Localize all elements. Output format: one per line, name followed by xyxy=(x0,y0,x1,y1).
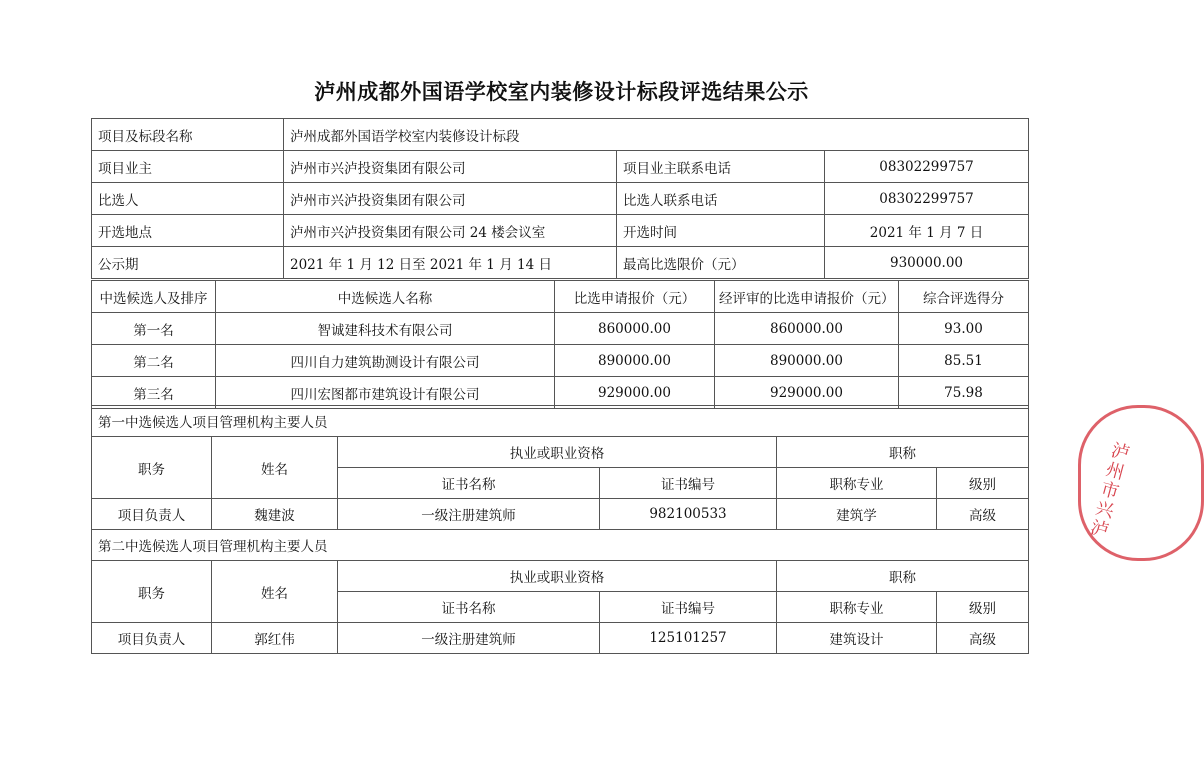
header-rank: 中选候选人及排序 xyxy=(92,281,216,313)
candidate-name: 四川宏图都市建筑设计有限公司 xyxy=(216,377,555,409)
header-title-major: 职称专业 xyxy=(777,468,937,499)
project-value: 泸州成都外国语学校室内装修设计标段 xyxy=(284,119,1029,151)
candidate-score: 93.00 xyxy=(899,313,1029,345)
candidate-rank: 第一名 xyxy=(92,313,216,345)
table-row xyxy=(92,499,1029,530)
period-label: 公示期 xyxy=(92,247,284,279)
header-qualification: 执业或职业资格 xyxy=(338,561,777,592)
personnel-table xyxy=(91,405,1029,654)
location-row xyxy=(92,215,1029,247)
header-price: 比选申请报价（元） xyxy=(555,281,715,313)
person-level: 高级 xyxy=(937,499,1029,530)
header-level: 级别 xyxy=(937,468,1029,499)
owner-row xyxy=(92,151,1029,183)
owner-phone-value: 08302299757 xyxy=(825,151,1029,183)
project-row xyxy=(92,119,1029,151)
header-cert-name: 证书名称 xyxy=(338,592,600,623)
official-seal-text: 泸州市兴泸 xyxy=(1085,439,1132,542)
table-row xyxy=(92,313,1029,345)
header-cert-no: 证书编号 xyxy=(600,468,777,499)
selector-label: 比选人 xyxy=(92,183,284,215)
person-position: 项目负责人 xyxy=(92,499,212,530)
person-position: 项目负责人 xyxy=(92,623,212,654)
candidate-price: 860000.00 xyxy=(555,313,715,345)
candidate-reviewed-price: 860000.00 xyxy=(715,313,899,345)
candidate-rank: 第三名 xyxy=(92,377,216,409)
owner-label: 项目业主 xyxy=(92,151,284,183)
candidate-price: 890000.00 xyxy=(555,345,715,377)
person-level: 高级 xyxy=(937,623,1029,654)
header-candidate-name: 中选候选人名称 xyxy=(216,281,555,313)
person-cert-name: 一级注册建筑师 xyxy=(338,623,600,654)
person-name: 郭红伟 xyxy=(212,623,338,654)
header-title: 职称 xyxy=(777,437,1029,468)
person-name: 魏建波 xyxy=(212,499,338,530)
candidates-header-row xyxy=(92,281,1029,313)
person-title-major: 建筑学 xyxy=(777,499,937,530)
candidate-name: 四川自力建筑勘测设计有限公司 xyxy=(216,345,555,377)
candidate-price: 929000.00 xyxy=(555,377,715,409)
page-title: 泸州成都外国语学校室内装修设计标段评选结果公示 xyxy=(314,80,809,104)
candidate-score: 75.98 xyxy=(899,377,1029,409)
second-personnel-header-row xyxy=(92,561,1029,592)
time-label: 开选时间 xyxy=(617,215,825,247)
header-title: 职称 xyxy=(777,561,1029,592)
period-row xyxy=(92,247,1029,279)
second-personnel-heading-row xyxy=(92,530,1029,561)
candidate-name: 智诚建科技术有限公司 xyxy=(216,313,555,345)
candidate-rank: 第二名 xyxy=(92,345,216,377)
header-qualification: 执业或职业资格 xyxy=(338,437,777,468)
max-price-label: 最高比选限价（元） xyxy=(617,247,825,279)
header-title-major: 职称专业 xyxy=(777,592,937,623)
person-cert-name: 一级注册建筑师 xyxy=(338,499,600,530)
header-level: 级别 xyxy=(937,592,1029,623)
location-value: 泸州市兴泸投资集团有限公司 24 楼会议室 xyxy=(284,215,617,247)
candidates-table xyxy=(91,280,1029,409)
candidate-reviewed-price: 890000.00 xyxy=(715,345,899,377)
person-cert-no: 982100533 xyxy=(600,499,777,530)
project-info-table xyxy=(91,118,1029,279)
location-label: 开选地点 xyxy=(92,215,284,247)
header-score: 综合评选得分 xyxy=(899,281,1029,313)
time-value: 2021 年 1 月 7 日 xyxy=(825,215,1029,247)
first-personnel-header-row xyxy=(92,437,1029,468)
header-cert-no: 证书编号 xyxy=(600,592,777,623)
candidate-score: 85.51 xyxy=(899,345,1029,377)
header-name: 姓名 xyxy=(212,561,338,623)
selector-phone-value: 08302299757 xyxy=(825,183,1029,215)
period-value: 2021 年 1 月 12 日至 2021 年 1 月 14 日 xyxy=(284,247,617,279)
first-personnel-heading-row xyxy=(92,406,1029,437)
header-name: 姓名 xyxy=(212,437,338,499)
table-row xyxy=(92,345,1029,377)
max-price-value: 930000.00 xyxy=(825,247,1029,279)
header-cert-name: 证书名称 xyxy=(338,468,600,499)
selector-value: 泸州市兴泸投资集团有限公司 xyxy=(284,183,617,215)
person-cert-no: 125101257 xyxy=(600,623,777,654)
project-label: 项目及标段名称 xyxy=(92,119,284,151)
owner-value: 泸州市兴泸投资集团有限公司 xyxy=(284,151,617,183)
candidate-reviewed-price: 929000.00 xyxy=(715,377,899,409)
first-personnel-heading: 第一中选候选人项目管理机构主要人员 xyxy=(92,406,1029,437)
selector-row xyxy=(92,183,1029,215)
table-row xyxy=(92,377,1029,409)
owner-phone-label: 项目业主联系电话 xyxy=(617,151,825,183)
second-personnel-heading: 第二中选候选人项目管理机构主要人员 xyxy=(92,530,1029,561)
person-title-major: 建筑设计 xyxy=(777,623,937,654)
table-row xyxy=(92,623,1029,654)
header-reviewed-price: 经评审的比选申请报价（元） xyxy=(715,281,899,313)
header-position: 职务 xyxy=(92,561,212,623)
header-position: 职务 xyxy=(92,437,212,499)
selector-phone-label: 比选人联系电话 xyxy=(617,183,825,215)
